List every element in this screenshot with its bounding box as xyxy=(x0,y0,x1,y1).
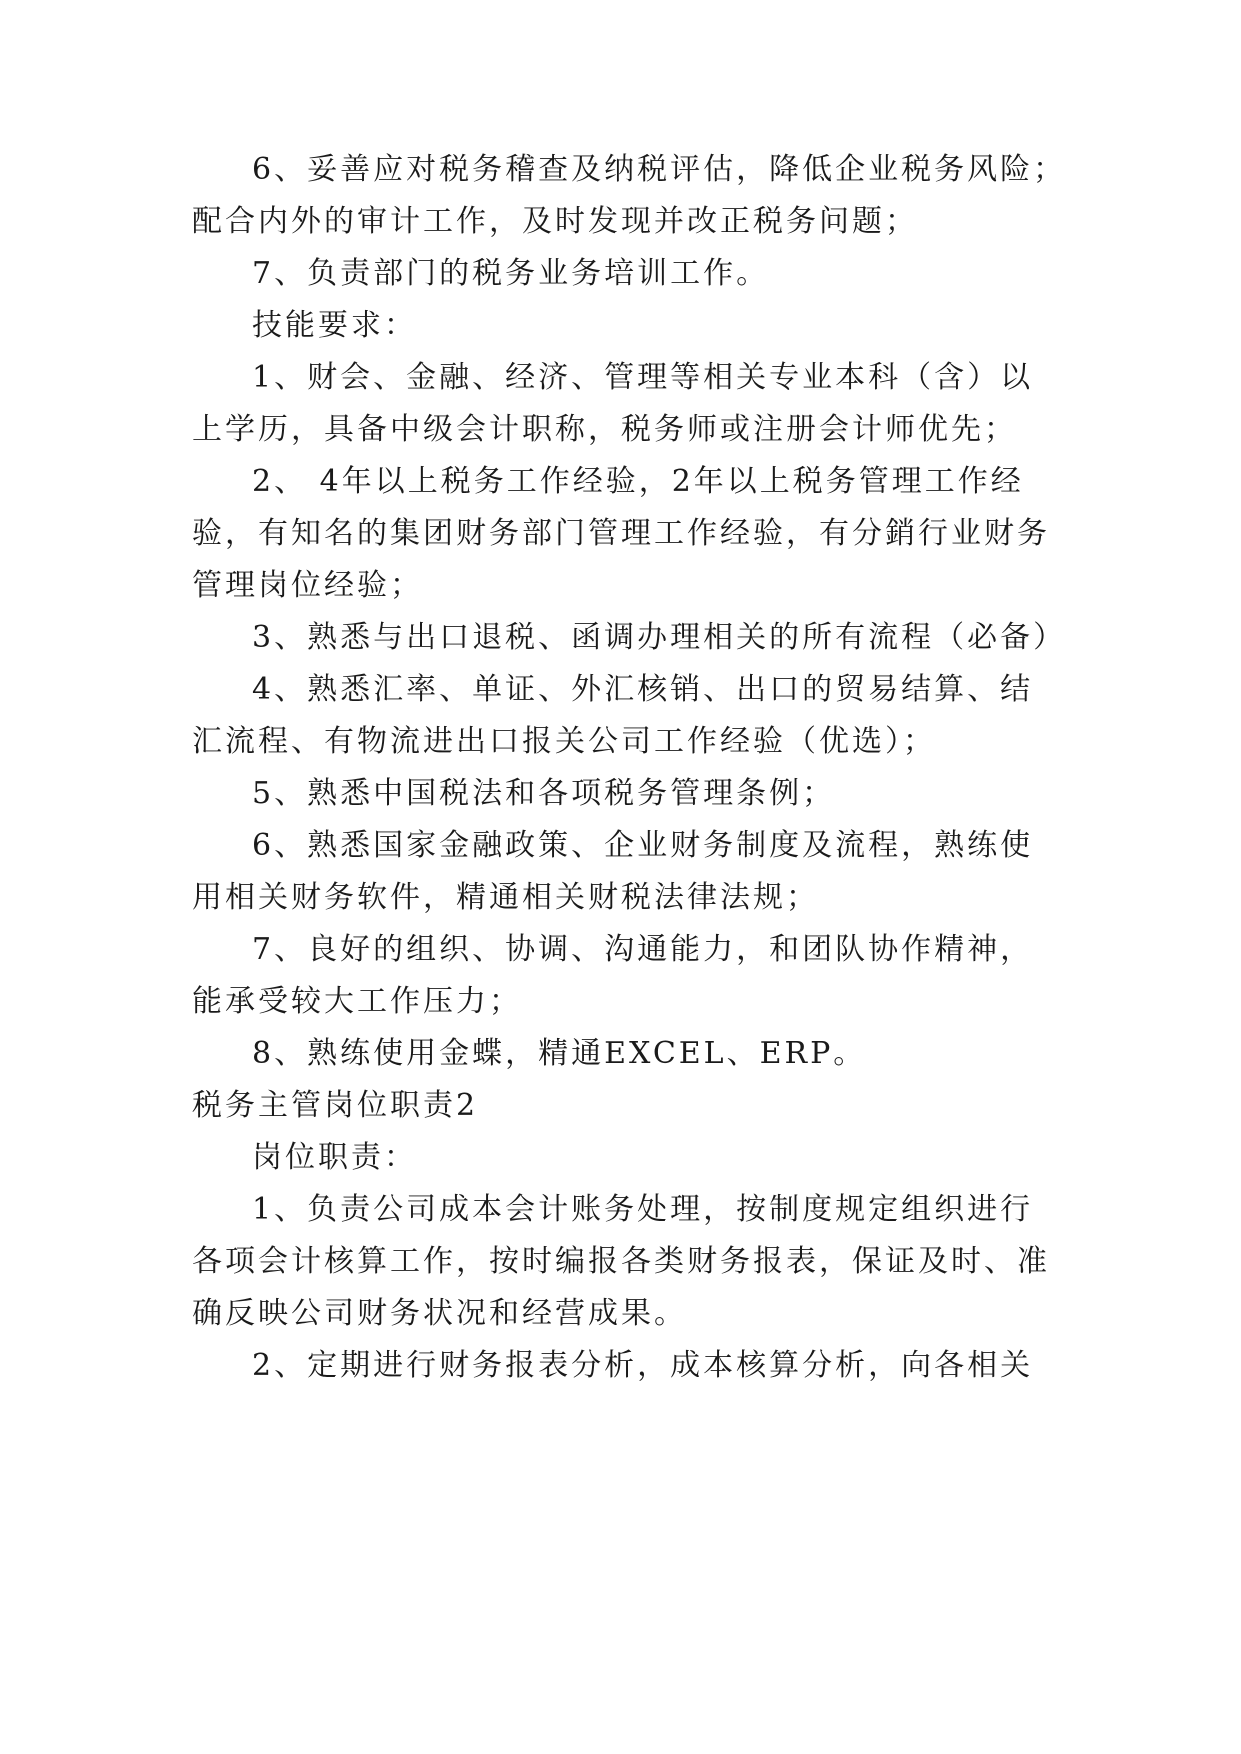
paragraph-line: 8、熟练使用金蝶，精通EXCEL、ERP。 xyxy=(252,1036,867,1071)
paragraph-line: 2、定期进行财务报表分析，成本核算分析，向各相关 xyxy=(252,1348,1034,1383)
paragraph-line: 6、妥善应对税务稽查及纳税评估，降低企业税务风险； xyxy=(252,152,1067,187)
paragraph-line: 3、熟悉与出口退税、函调办理相关的所有流程（必备） xyxy=(252,620,1067,655)
paragraph-line: 7、负责部门的税务业务培训工作。 xyxy=(252,256,770,291)
paragraph-line: 用相关财务软件，精通相关财税法律法规； xyxy=(192,880,819,915)
paragraph-line: 管理岗位经验； xyxy=(192,568,423,603)
paragraph-line: 各项会计核算工作，按时编报各类财务报表，保证及时、准 xyxy=(192,1244,1050,1279)
paragraph-line: 能承受较大工作压力； xyxy=(192,984,522,1019)
paragraph-line: 2、 4年以上税务工作经验，2年以上税务管理工作经 xyxy=(252,464,1024,499)
paragraph-line: 5、熟悉中国税法和各项税务管理条例； xyxy=(252,776,836,811)
paragraph-line: 6、熟悉国家金融政策、企业财务制度及流程，熟练使 xyxy=(252,828,1034,863)
paragraph-line: 7、良好的组织、协调、沟通能力，和团队协作精神， xyxy=(252,932,1034,967)
paragraph-line: 1、财会、金融、经济、管理等相关专业本科（含）以 xyxy=(252,360,1034,395)
paragraph-line: 确反映公司财务状况和经营成果。 xyxy=(192,1296,687,1331)
paragraph-line: 验，有知名的集团财务部门管理工作经验，有分銷行业财务 xyxy=(192,516,1050,551)
section-heading: 技能要求： xyxy=(252,308,417,343)
paragraph-line: 配合内外的审计工作，及时发现并改正税务问题； xyxy=(192,204,918,239)
paragraph-line: 上学历，具备中级会计职称，税务师或注册会计师优先； xyxy=(192,412,1017,447)
paragraph-line: 4、熟悉汇率、单证、外汇核销、出口的贸易结算、结 xyxy=(252,672,1034,707)
paragraph-line: 汇流程、有物流进出口报关公司工作经验（优选）； xyxy=(192,724,936,759)
paragraph-line: 1、负责公司成本会计账务处理，按制度规定组织进行 xyxy=(252,1192,1034,1227)
section-heading: 岗位职责： xyxy=(252,1140,417,1175)
section-title: 税务主管岗位职责2 xyxy=(192,1088,479,1123)
